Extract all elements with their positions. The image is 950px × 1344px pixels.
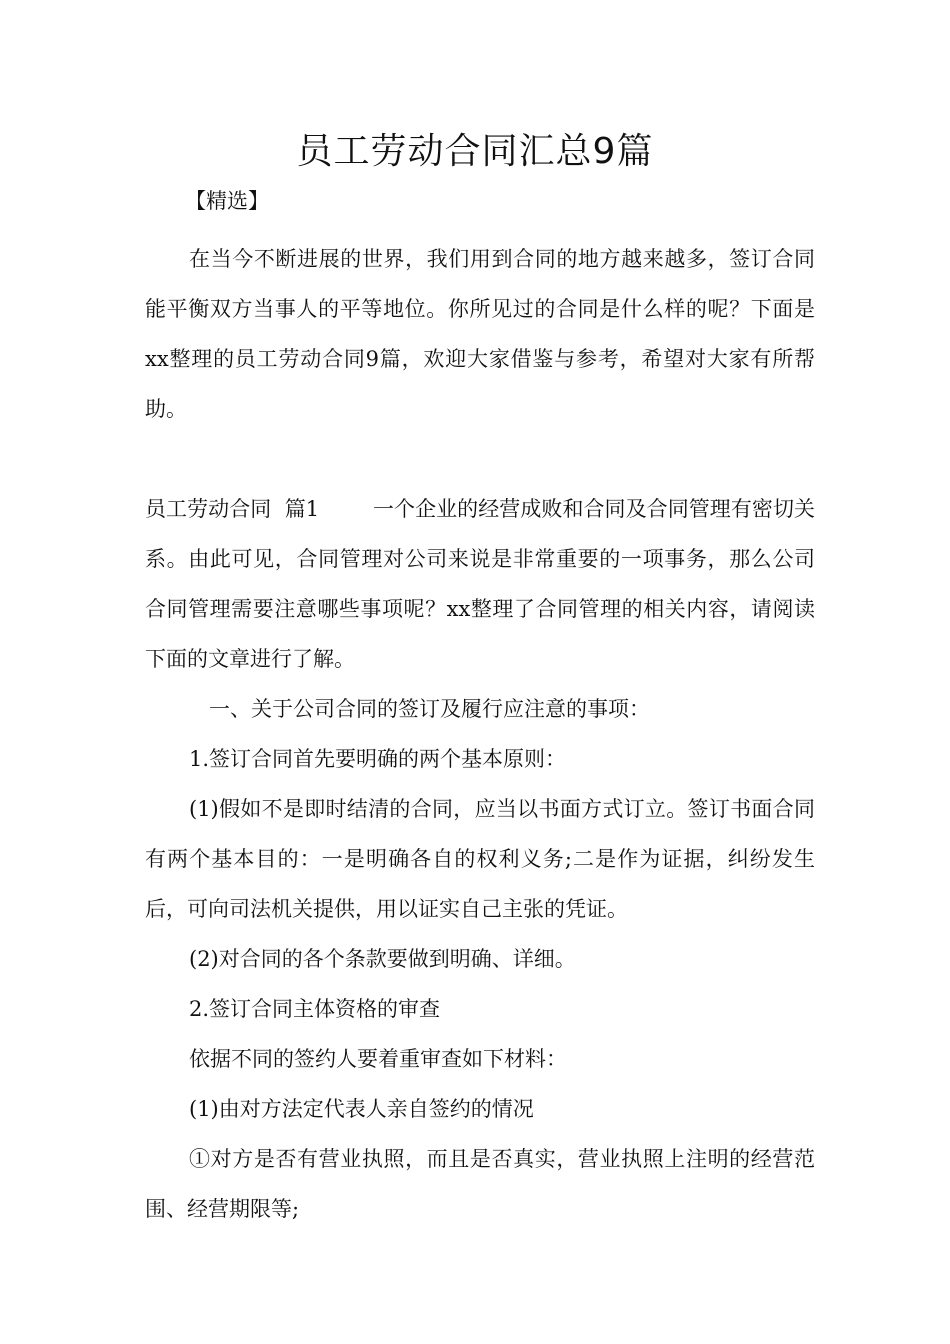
paragraph-gap bbox=[145, 434, 815, 484]
item-2-intro: 依据不同的签约人要着重审查如下材料： bbox=[189, 1047, 567, 1071]
document-subtitle: 【精选】 bbox=[185, 189, 269, 213]
item-1-2: (2)对合同的各个条款要做到明确、详细。 bbox=[189, 947, 576, 971]
item-1-1: (1)假如不是即时结清的合同，应当以书面方式订立。签订书面合同有两个基本目的：一是明确各自的权利义务;二是作为证据，纠纷发生后，可向司法机关提供，用以证实自己主张的凭证。 bbox=[145, 797, 815, 921]
section-1-text: 一个企业的经营成败和合同及合同管理有密切关系。由此可见，合同管理对公司来说是非常重要的一项事务，那么公司合同管理需要注意哪些事项呢？xx整理了合同管理的相关内容，请阅读下面的文章进行了解。 bbox=[145, 497, 815, 671]
document-title: 员工劳动合同汇总9篇 bbox=[296, 131, 654, 172]
intro-paragraph: 在当今不断进展的世界，我们用到合同的地方越来越多，签订合同能平衡双方当事人的平等地位。你所见过的合同是什么样的呢？下面是xx整理的员工劳动合同9篇，欢迎大家借鉴与参考，希望对大家有所帮助。 bbox=[145, 247, 815, 421]
section-1-spacer bbox=[319, 497, 373, 521]
heading-1: 一、关于公司合同的签订及履行应注意的事项： bbox=[209, 697, 650, 721]
item-2-1: (1)由对方法定代表人亲自签约的情况 bbox=[189, 1097, 534, 1121]
section-1-label: 员工劳动合同 篇1 bbox=[145, 497, 320, 521]
item-1: 1.签订合同首先要明确的两个基本原则： bbox=[189, 747, 567, 771]
item-2-1-a: ①对方是否有营业执照，而且是否真实，营业执照上注明的经营范围、经营期限等; bbox=[145, 1147, 815, 1221]
item-2: 2.签订合同主体资格的审查 bbox=[189, 997, 441, 1021]
section-1-paragraph bbox=[145, 484, 815, 684]
document-body bbox=[145, 234, 815, 1234]
